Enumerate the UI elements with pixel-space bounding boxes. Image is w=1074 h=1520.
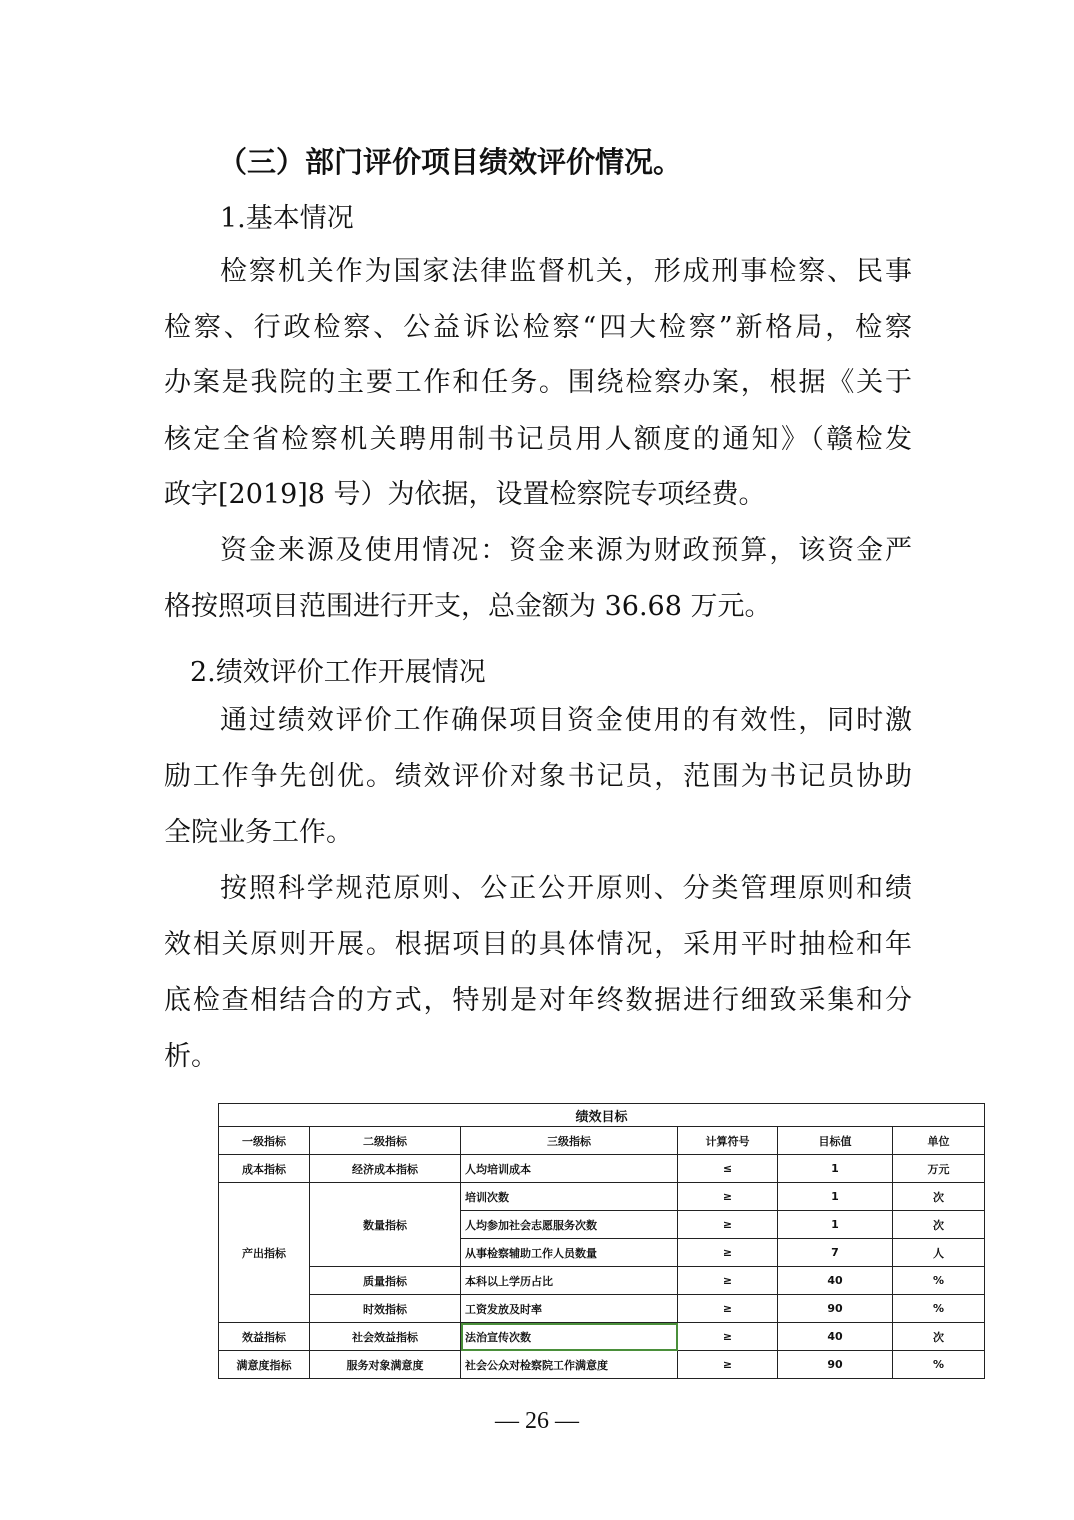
section-title: （三）部门评价项目绩效评价情况。 [218, 145, 683, 179]
subsection-evaluation: 2.绩效评价工作开展情况 [190, 657, 486, 688]
paragraph-line: 核定全省检察机关聘用制书记员用人额度的通知》（赣检发 [164, 424, 912, 455]
level2-cell: 服务对象满意度 [310, 1351, 461, 1379]
unit-cell: 人 [893, 1239, 985, 1267]
target-cell: 1 [778, 1155, 893, 1183]
target-cell: 7 [778, 1239, 893, 1267]
level3-cell: 人均参加社会志愿服务次数 [461, 1211, 678, 1239]
header-cell: 单位 [893, 1127, 985, 1155]
level1-cell: 产出指标 [219, 1183, 310, 1323]
paragraph-line: 析。 [164, 1041, 218, 1072]
header-cell: 二级指标 [310, 1127, 461, 1155]
paragraph-line: 检察机关作为国家法律监督机关，形成刑事检察、民事 [220, 256, 912, 287]
paragraph-line: 励工作争先创优。绩效评价对象书记员，范围为书记员协助 [164, 761, 912, 792]
level2-cell: 社会效益指标 [310, 1323, 461, 1351]
operator-cell: ≥ [678, 1351, 778, 1379]
paragraph-line: 办案是我院的主要工作和任务。围绕检察办案，根据《关于 [164, 367, 912, 398]
target-cell: 40 [778, 1323, 893, 1351]
unit-cell: 次 [893, 1211, 985, 1239]
header-cell: 计算符号 [678, 1127, 778, 1155]
table-row [219, 1295, 985, 1323]
paragraph-line: 政字[2019]8 号）为依据，设置检察院专项经费。 [164, 479, 766, 510]
paragraph-line: 资金来源及使用情况：资金来源为财政预算，该资金严 [220, 535, 912, 566]
paragraph-line: 按照科学规范原则、公正公开原则、分类管理原则和绩 [220, 873, 912, 904]
level3-cell: 工资发放及时率 [461, 1295, 678, 1323]
table-row [219, 1323, 985, 1351]
level2-cell: 数量指标 [310, 1183, 461, 1267]
target-cell: 90 [778, 1295, 893, 1323]
table-row [219, 1183, 985, 1211]
unit-cell: 万元 [893, 1155, 985, 1183]
header-cell: 目标值 [778, 1127, 893, 1155]
paragraph-line: 格按照项目范围进行开支，总金额为 36.68 万元。 [164, 591, 772, 622]
subsection-basic-info: 1.基本情况 [220, 203, 354, 234]
level3-cell: 从事检察辅助工作人员数量 [461, 1239, 678, 1267]
operator-cell: ≥ [678, 1211, 778, 1239]
operator-cell: ≥ [678, 1323, 778, 1351]
table-row [219, 1351, 985, 1379]
paragraph-line: 检察、行政检察、公益诉讼检察“四大检察”新格局，检察 [164, 312, 912, 343]
level2-cell: 经济成本指标 [310, 1155, 461, 1183]
paragraph-line: 效相关原则开展。根据项目的具体情况，采用平时抽检和年 [164, 929, 912, 960]
table-row [219, 1155, 985, 1183]
table-header-row [219, 1127, 985, 1155]
level3-cell: 人均培训成本 [461, 1155, 678, 1183]
unit-cell: 次 [893, 1183, 985, 1211]
paragraph-line: 底检查相结合的方式，特别是对年终数据进行细致采集和分 [164, 985, 912, 1016]
paragraph-line: 全院业务工作。 [164, 817, 353, 848]
level3-cell: 本科以上学历占比 [461, 1267, 678, 1295]
unit-cell: % [893, 1351, 985, 1379]
level1-cell: 成本指标 [219, 1155, 310, 1183]
target-cell: 90 [778, 1351, 893, 1379]
paragraph-line: 通过绩效评价工作确保项目资金使用的有效性，同时激 [220, 705, 912, 736]
page-number: — 26 — [495, 1408, 579, 1434]
target-cell: 40 [778, 1267, 893, 1295]
level3-cell: 法治宣传次数 [461, 1323, 678, 1351]
level1-cell: 效益指标 [219, 1323, 310, 1351]
level3-cell: 社会公众对检察院工作满意度 [461, 1351, 678, 1379]
target-cell: 1 [778, 1211, 893, 1239]
unit-cell: % [893, 1267, 985, 1295]
table-row [219, 1267, 985, 1295]
header-cell: 三级指标 [461, 1127, 678, 1155]
level2-cell: 质量指标 [310, 1267, 461, 1295]
target-cell: 1 [778, 1183, 893, 1211]
level2-cell: 时效指标 [310, 1295, 461, 1323]
operator-cell: ≥ [678, 1267, 778, 1295]
unit-cell: 次 [893, 1323, 985, 1351]
operator-cell: ≥ [678, 1295, 778, 1323]
header-cell: 一级指标 [219, 1127, 310, 1155]
unit-cell: % [893, 1295, 985, 1323]
level3-cell: 培训次数 [461, 1183, 678, 1211]
operator-cell: ≥ [678, 1239, 778, 1267]
operator-cell: ≥ [678, 1183, 778, 1211]
performance-goals-table [218, 1103, 985, 1379]
operator-cell: ≤ [678, 1155, 778, 1183]
level1-cell: 满意度指标 [219, 1351, 310, 1379]
table-caption: 绩效目标 [219, 1104, 985, 1127]
